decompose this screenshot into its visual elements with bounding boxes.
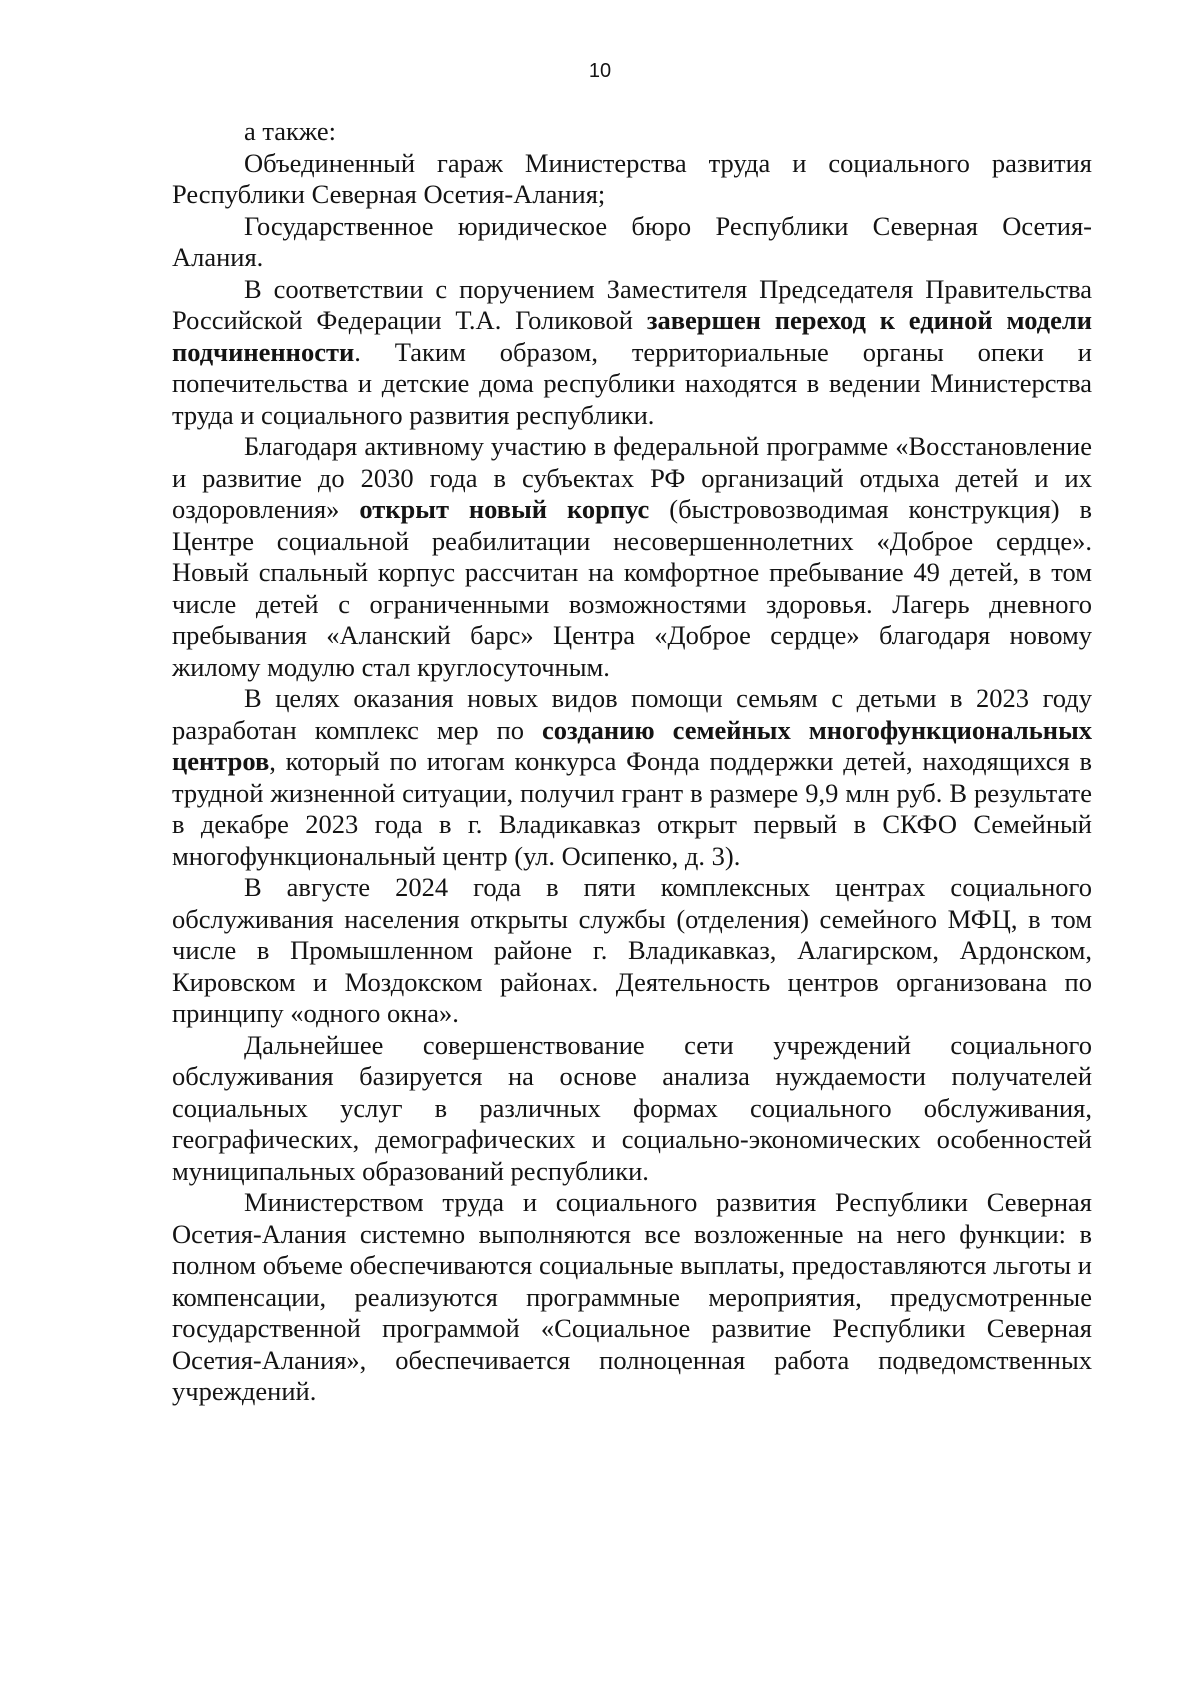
paragraph-text: , который по итогам конкурса Фонда поддержки детей, находящихся в трудной жизненной ситуации, получил грант в размере 9,9 млн руб. В результате в декабре 2023 года в г. Владикавказ открыт первый в СКФО Семейный многофункциональный центр (ул. Осипенко, д. 3). [172, 746, 1092, 871]
paragraph-united-garage: Объединенный гараж Министерства труда и социального развития Республики Северная Осетия-Алания; [172, 147, 1092, 209]
paragraph-family-centers [172, 683, 1092, 872]
document-body [172, 116, 1092, 1408]
paragraph-network-improvement: Дальнейшее совершенствование сети учреждений социального обслуживания базируется на основе анализа нуждаемости получателей социальных услуг в различных формах социального обслуживания, географических, демографических и социально-экономических особенностей муниципальных образований республики. [172, 1029, 1092, 1186]
paragraph-also: а также: [244, 116, 337, 146]
paragraph-new-building [172, 431, 1092, 683]
paragraph-legal-bureau: Государственное юридическое бюро Республики Северная Осетия-Алания. [172, 210, 1092, 272]
bold-highlight: завершен переход к единой модели подчиненности [172, 305, 1092, 367]
bold-highlight: созданию семейных многофункциональных центров [172, 714, 1093, 776]
paragraph-text: В соответствии с поручением Заместителя Председателя Правительства Российской Федерации Т.А. Голиковой [172, 273, 1092, 335]
paragraph-ministry-functions: Министерством труда и социального развития Республики Северная Осетия-Алания системно выполняются все возложенные на него функции: в полном объеме обеспечиваются социальные выплаты, предоставляются льготы и компенсации, реализуются программные мероприятия, предусмотренные государственной программой «Социальное развитие Республики Северная Осетия-Алания», обеспечивается полноценная работа подведомственных учреждений. [172, 1187, 1092, 1406]
paragraph-text: В целях оказания новых видов помощи семьям с детьми в 2023 году разработан комплекс мер по [172, 683, 1092, 745]
paragraph-subordination-model [172, 274, 1092, 432]
page-number: 10 [588, 60, 612, 82]
paragraph-text: Благодаря активному участию в федеральной программе «Восстановление и развитие до 2030 года в субъектах РФ организаций отдыха детей и их оздоровления» [172, 431, 1092, 524]
paragraph-text: . Таким образом, территориальные органы опеки и попечительства и детские дома республики находятся в ведении Министерства труда и социального развития республики. [172, 336, 1092, 430]
paragraph-august-2024: В августе 2024 года в пяти комплексных центрах социального обслуживания населения открыты службы (отделения) семейного МФЦ, в том числе в Промышленном районе г. Владикавказ, Алагирском, Ардонском, Кировском и Моздокском районах. Деятельность центров организована по принципу «одного окна». [172, 872, 1092, 1028]
paragraph-text: (быстровозводимая конструкция) в Центре социальной реабилитации несовершеннолетних «Доброе сердце». Новый спальный корпус рассчитан на комфортное пребывание 49 детей, в том числе детей с ограниченными возможностями здоровья. Лагерь дневного пребывания «Аланский барс» Центра «Доброе сердце» благодаря новому жилому модулю стал круглосуточным. [172, 494, 1092, 682]
bold-highlight: открыт новый корпус [359, 494, 650, 524]
